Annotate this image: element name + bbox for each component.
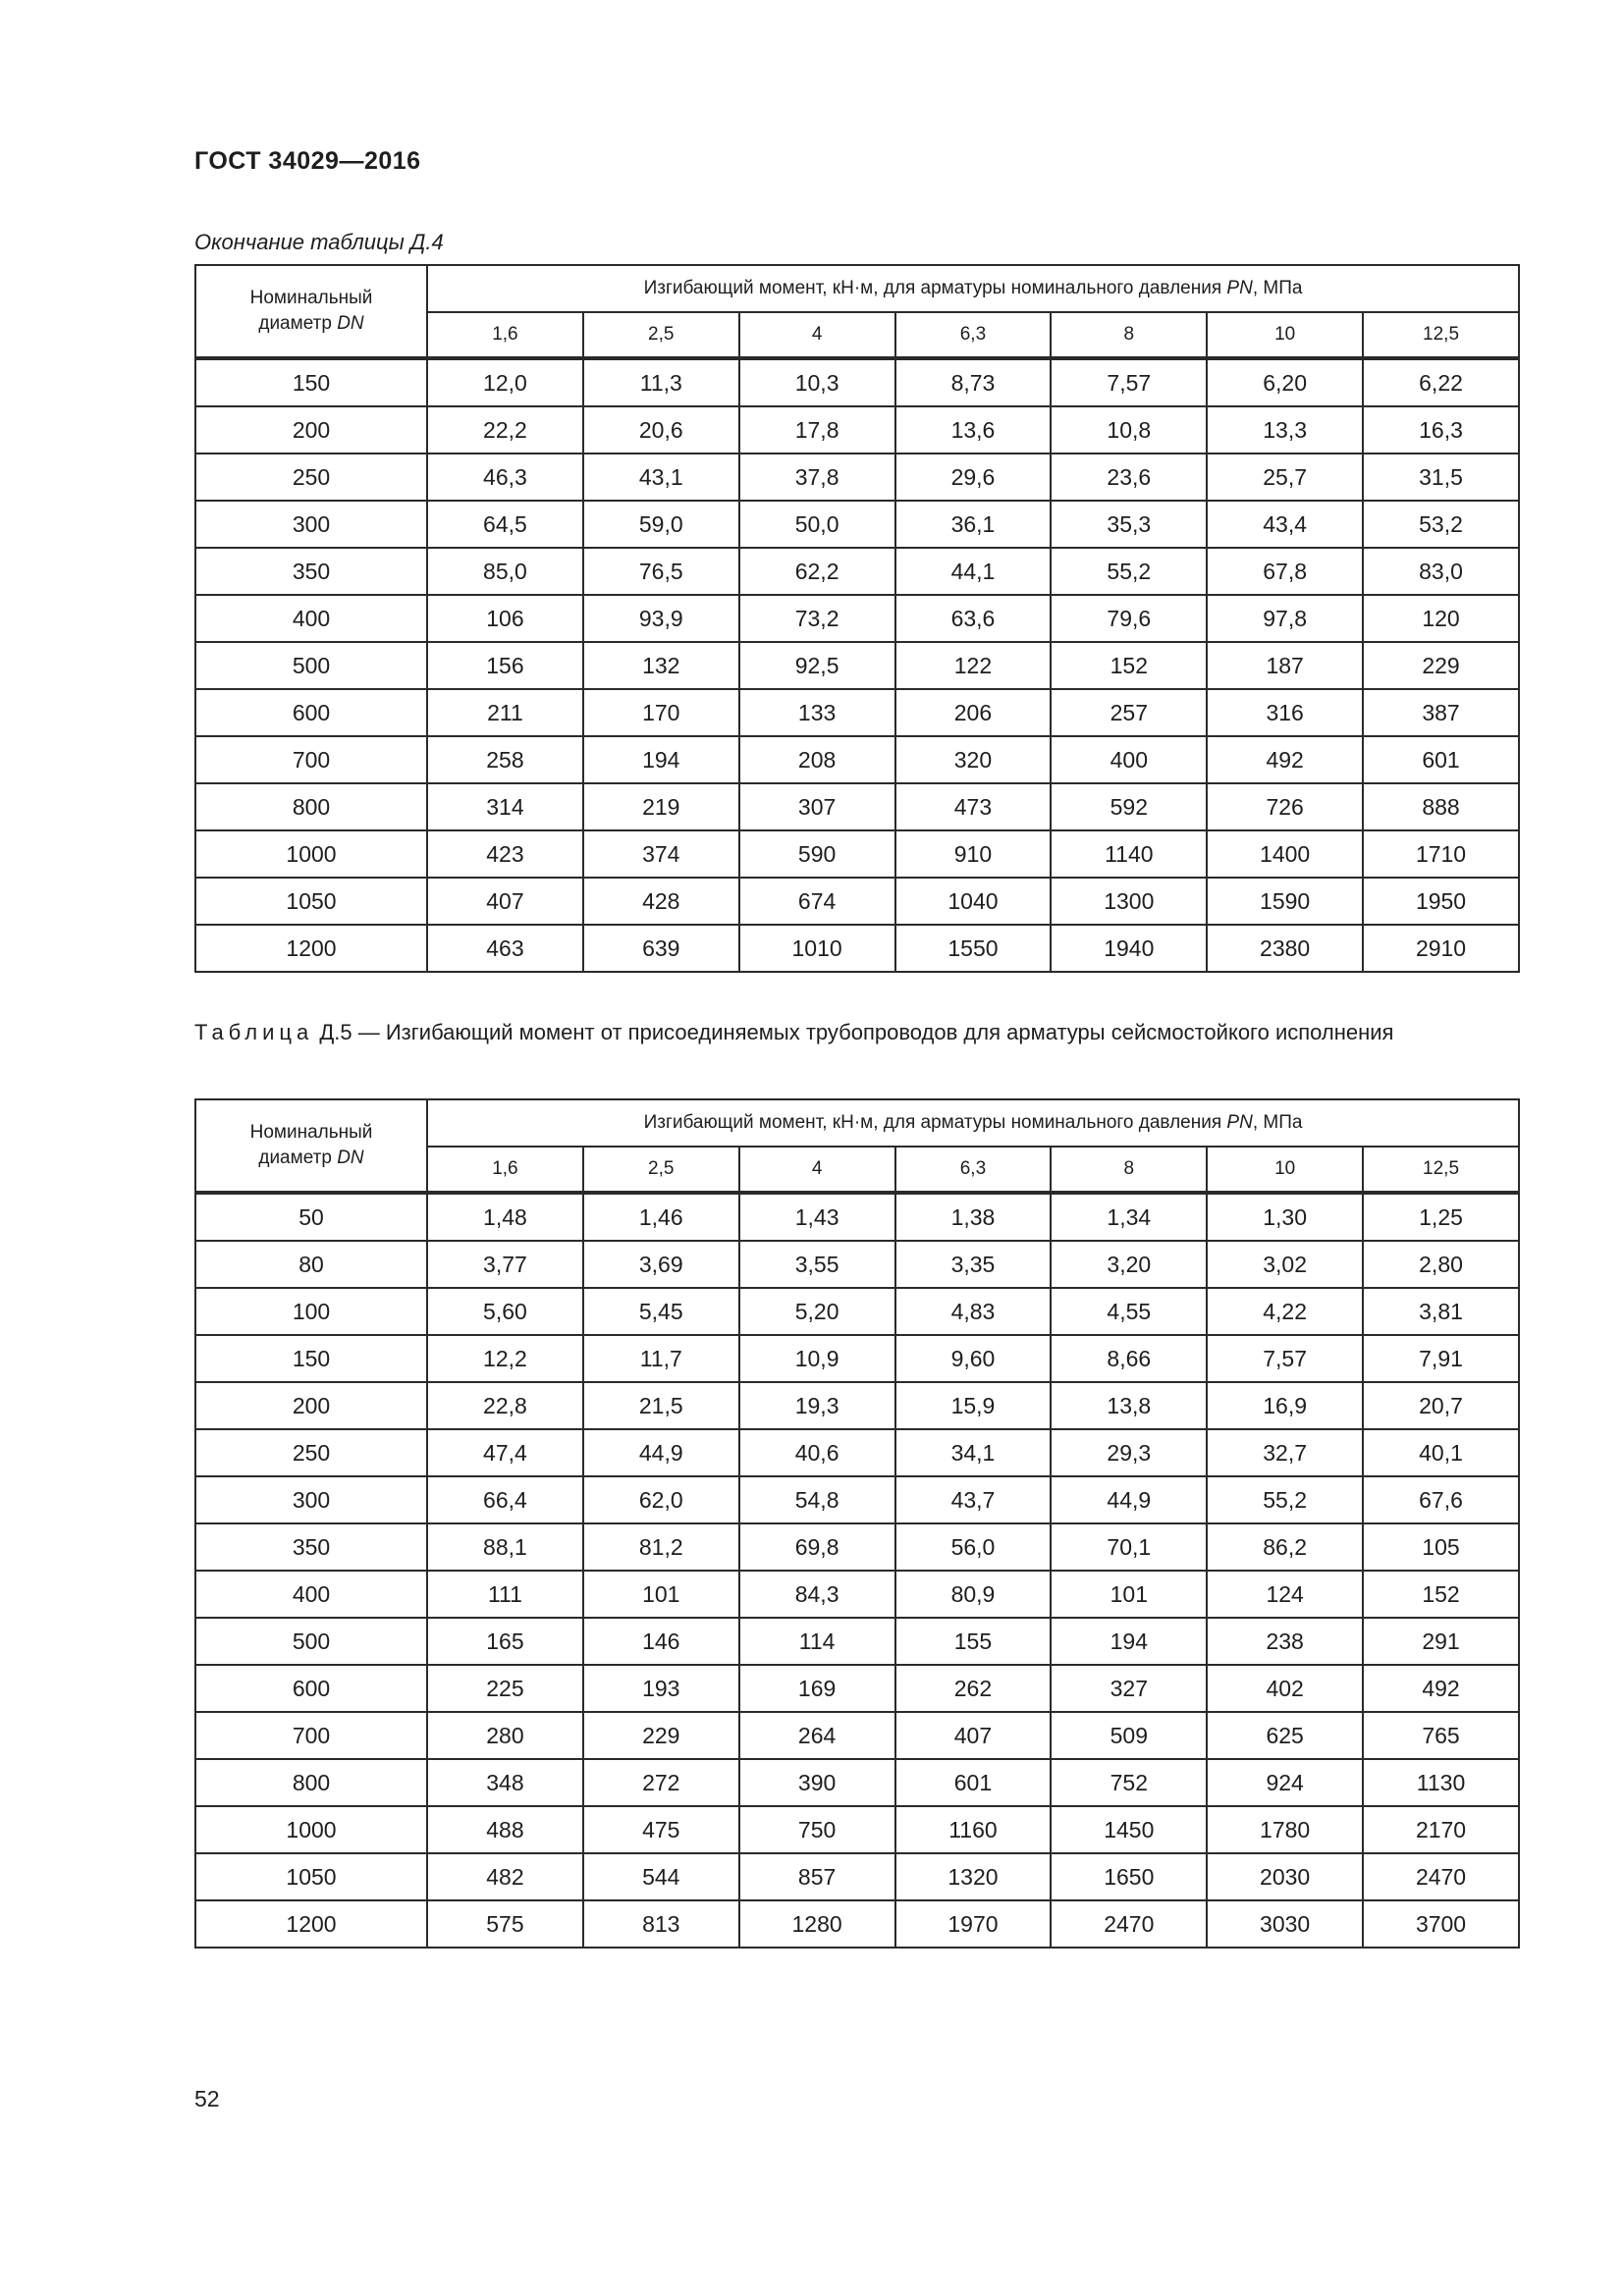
value-cell: 19,3 [739,1382,895,1429]
table-row [195,830,1519,878]
value-cell: 1,38 [895,1193,1052,1241]
value-cell: 1,25 [1363,1193,1519,1241]
value-cell: 62,2 [739,548,895,595]
value-cell: 92,5 [739,642,895,689]
table-row [195,548,1519,595]
table-row [195,642,1519,689]
value-cell: 2380 [1207,925,1363,972]
value-cell: 592 [1051,783,1207,830]
corner-header-line1: Номинальный [249,1122,373,1143]
value-cell: 750 [739,1806,895,1853]
group-header-text: Изгибающий момент, кН·м, для арматуры номинального давления [643,1112,1227,1133]
value-cell: 59,0 [583,501,739,548]
value-cell: 40,6 [739,1429,895,1476]
value-cell: 120 [1363,595,1519,642]
value-cell: 208 [739,736,895,783]
value-cell: 73,2 [739,595,895,642]
value-cell: 1040 [895,878,1052,925]
value-cell: 1940 [1051,925,1207,972]
group-header [427,265,1519,312]
value-cell: 56,0 [895,1523,1052,1571]
dn-cell: 500 [195,1618,427,1665]
value-cell: 257 [1051,689,1207,736]
value-cell: 575 [427,1900,583,1948]
value-cell: 16,3 [1363,406,1519,454]
value-cell: 2470 [1363,1853,1519,1900]
value-cell: 194 [583,736,739,783]
group-header [427,1099,1519,1147]
pn-header-cell: 12,5 [1363,1147,1519,1193]
dn-cell: 150 [195,1335,427,1382]
dn-cell: 250 [195,454,427,501]
value-cell: 13,6 [895,406,1052,454]
value-cell: 1590 [1207,878,1363,925]
value-cell: 111 [427,1571,583,1618]
value-cell: 6,22 [1363,358,1519,406]
value-cell: 1280 [739,1900,895,1948]
value-cell: 229 [1363,642,1519,689]
dn-cell: 700 [195,1712,427,1759]
pn-header-cell: 1,6 [427,1147,583,1193]
value-cell: 10,8 [1051,406,1207,454]
value-cell: 7,57 [1051,358,1207,406]
value-cell: 86,2 [1207,1523,1363,1571]
value-cell: 1,46 [583,1193,739,1241]
value-cell: 12,0 [427,358,583,406]
page-number: 52 [194,2086,220,2111]
table-row [195,1335,1519,1382]
value-cell: 44,9 [1051,1476,1207,1523]
value-cell: 5,20 [739,1288,895,1335]
document-code: ГОСТ 34029—2016 [194,147,421,175]
value-cell: 590 [739,830,895,878]
value-cell: 8,66 [1051,1335,1207,1382]
value-cell: 62,0 [583,1476,739,1523]
value-cell: 407 [427,878,583,925]
value-cell: 83,0 [1363,548,1519,595]
value-cell: 3,81 [1363,1288,1519,1335]
value-cell: 1400 [1207,830,1363,878]
value-cell: 316 [1207,689,1363,736]
value-cell: 314 [427,783,583,830]
value-cell: 11,7 [583,1335,739,1382]
table-row [195,1571,1519,1618]
value-cell: 813 [583,1900,739,1948]
pn-header-cell: 6,3 [895,1147,1052,1193]
dn-cell: 1000 [195,830,427,878]
value-cell: 47,4 [427,1429,583,1476]
value-cell: 55,2 [1051,548,1207,595]
table-row [195,925,1519,972]
value-cell: 910 [895,830,1052,878]
value-cell: 155 [895,1618,1052,1665]
value-cell: 924 [1207,1759,1363,1806]
value-cell: 423 [427,830,583,878]
value-cell: 29,3 [1051,1429,1207,1476]
value-cell: 1550 [895,925,1052,972]
value-cell: 34,1 [895,1429,1052,1476]
value-cell: 387 [1363,689,1519,736]
value-cell: 4,22 [1207,1288,1363,1335]
value-cell: 752 [1051,1759,1207,1806]
table-row [195,1476,1519,1523]
table-row [195,358,1519,406]
table-row [195,1429,1519,1476]
value-cell: 258 [427,736,583,783]
value-cell: 544 [583,1853,739,1900]
group-header-text: Изгибающий момент, кН·м, для арматуры номинального давления [643,278,1227,298]
value-cell: 428 [583,878,739,925]
table-d5-caption [194,1019,1520,1046]
value-cell: 390 [739,1759,895,1806]
corner-header-dn: DN [337,313,364,334]
value-cell: 219 [583,783,739,830]
dn-cell: 1050 [195,1853,427,1900]
value-cell: 193 [583,1665,739,1712]
value-cell: 133 [739,689,895,736]
table-row [195,1523,1519,1571]
value-cell: 32,7 [1207,1429,1363,1476]
table-row [195,454,1519,501]
value-cell: 79,6 [1051,595,1207,642]
value-cell: 488 [427,1806,583,1853]
value-cell: 64,5 [427,501,583,548]
group-header-pn: PN [1226,1112,1253,1133]
pn-header-cell: 6,3 [895,312,1052,358]
value-cell: 2170 [1363,1806,1519,1853]
dn-cell: 1000 [195,1806,427,1853]
value-cell: 156 [427,642,583,689]
value-cell: 20,6 [583,406,739,454]
value-cell: 1970 [895,1900,1052,1948]
value-cell: 46,3 [427,454,583,501]
value-cell: 50,0 [739,501,895,548]
value-cell: 44,1 [895,548,1052,595]
value-cell: 492 [1363,1665,1519,1712]
value-cell: 10,9 [739,1335,895,1382]
value-cell: 3,02 [1207,1241,1363,1288]
value-cell: 7,57 [1207,1335,1363,1382]
dn-cell: 350 [195,1523,427,1571]
value-cell: 475 [583,1806,739,1853]
value-cell: 1,48 [427,1193,583,1241]
value-cell: 407 [895,1712,1052,1759]
value-cell: 122 [895,642,1052,689]
table-row [195,783,1519,830]
value-cell: 229 [583,1712,739,1759]
value-cell: 1780 [1207,1806,1363,1853]
table-row [195,1288,1519,1335]
value-cell: 63,6 [895,595,1052,642]
value-cell: 101 [1051,1571,1207,1618]
table-row [195,689,1519,736]
value-cell: 1320 [895,1853,1052,1900]
value-cell: 10,3 [739,358,895,406]
value-cell: 8,73 [895,358,1052,406]
pn-header-cell: 10 [1207,312,1363,358]
value-cell: 272 [583,1759,739,1806]
value-cell: 7,91 [1363,1335,1519,1382]
table-d4 [194,264,1520,973]
value-cell: 132 [583,642,739,689]
value-cell: 509 [1051,1712,1207,1759]
dn-cell: 200 [195,406,427,454]
table-row [195,1759,1519,1806]
value-cell: 105 [1363,1523,1519,1571]
value-cell: 194 [1051,1618,1207,1665]
value-cell: 2470 [1051,1900,1207,1948]
table-row [195,878,1519,925]
dn-cell: 50 [195,1193,427,1241]
dn-cell: 800 [195,1759,427,1806]
value-cell: 1,34 [1051,1193,1207,1241]
value-cell: 492 [1207,736,1363,783]
group-header-pn: PN [1226,278,1253,298]
value-cell: 93,9 [583,595,739,642]
value-cell: 9,60 [895,1335,1052,1382]
value-cell: 2030 [1207,1853,1363,1900]
dn-cell: 200 [195,1382,427,1429]
value-cell: 463 [427,925,583,972]
table-row [195,1900,1519,1948]
value-cell: 70,1 [1051,1523,1207,1571]
value-cell: 25,7 [1207,454,1363,501]
value-cell: 1710 [1363,830,1519,878]
value-cell: 23,6 [1051,454,1207,501]
value-cell: 152 [1051,642,1207,689]
table-row [195,501,1519,548]
value-cell: 21,5 [583,1382,739,1429]
value-cell: 53,2 [1363,501,1519,548]
value-cell: 76,5 [583,548,739,595]
value-cell: 639 [583,925,739,972]
value-cell: 4,83 [895,1288,1052,1335]
value-cell: 291 [1363,1618,1519,1665]
table-d5-caption-text: Д.5 — Изгибающий момент от присоединяемых трубопроводов для арматуры сейсмостойкого исполнения [313,1020,1394,1044]
corner-header-line2: диаметр [258,1148,338,1168]
value-cell: 3,55 [739,1241,895,1288]
value-cell: 3,35 [895,1241,1052,1288]
pn-header-cell: 4 [739,312,895,358]
value-cell: 726 [1207,783,1363,830]
value-cell: 857 [739,1853,895,1900]
table-row [195,1382,1519,1429]
value-cell: 307 [739,783,895,830]
table-row [195,595,1519,642]
value-cell: 97,8 [1207,595,1363,642]
value-cell: 211 [427,689,583,736]
value-cell: 888 [1363,783,1519,830]
value-cell: 1,30 [1207,1193,1363,1241]
value-cell: 43,7 [895,1476,1052,1523]
table-row [195,406,1519,454]
value-cell: 3,77 [427,1241,583,1288]
value-cell: 36,1 [895,501,1052,548]
table-d5 [194,1098,1520,1949]
corner-header-line2: диаметр [258,313,338,334]
value-cell: 206 [895,689,1052,736]
value-cell: 1160 [895,1806,1052,1853]
value-cell: 1450 [1051,1806,1207,1853]
dn-cell: 500 [195,642,427,689]
value-cell: 1010 [739,925,895,972]
dn-cell: 400 [195,595,427,642]
value-cell: 601 [1363,736,1519,783]
group-header-unit: , МПа [1252,1112,1303,1133]
pn-header-cell: 8 [1051,312,1207,358]
value-cell: 2910 [1363,925,1519,972]
corner-header [195,1099,427,1193]
value-cell: 44,9 [583,1429,739,1476]
table-row [195,1853,1519,1900]
value-cell: 55,2 [1207,1476,1363,1523]
dn-cell: 1200 [195,1900,427,1948]
value-cell: 146 [583,1618,739,1665]
value-cell: 101 [583,1571,739,1618]
value-cell: 2,80 [1363,1241,1519,1288]
value-cell: 54,8 [739,1476,895,1523]
value-cell: 320 [895,736,1052,783]
table-row [195,1193,1519,1241]
value-cell: 3,69 [583,1241,739,1288]
value-cell: 13,8 [1051,1382,1207,1429]
value-cell: 67,8 [1207,548,1363,595]
value-cell: 69,8 [739,1523,895,1571]
table-d4-continuation-caption: Окончание таблицы Д.4 [194,230,444,254]
dn-cell: 80 [195,1241,427,1288]
value-cell: 765 [1363,1712,1519,1759]
pn-header-cell: 12,5 [1363,312,1519,358]
value-cell: 29,6 [895,454,1052,501]
table-row [195,1712,1519,1759]
value-cell: 1,43 [739,1193,895,1241]
dn-cell: 700 [195,736,427,783]
value-cell: 165 [427,1618,583,1665]
dn-cell: 600 [195,1665,427,1712]
value-cell: 6,20 [1207,358,1363,406]
value-cell: 114 [739,1618,895,1665]
value-cell: 327 [1051,1665,1207,1712]
value-cell: 88,1 [427,1523,583,1571]
value-cell: 81,2 [583,1523,739,1571]
value-cell: 625 [1207,1712,1363,1759]
value-cell: 43,1 [583,454,739,501]
value-cell: 4,55 [1051,1288,1207,1335]
value-cell: 3,20 [1051,1241,1207,1288]
value-cell: 5,60 [427,1288,583,1335]
value-cell: 80,9 [895,1571,1052,1618]
table-row [195,736,1519,783]
group-header-unit: , МПа [1252,278,1303,298]
dn-cell: 300 [195,501,427,548]
value-cell: 20,7 [1363,1382,1519,1429]
pn-header-cell: 1,6 [427,312,583,358]
pn-header-cell: 8 [1051,1147,1207,1193]
value-cell: 1300 [1051,878,1207,925]
value-cell: 3700 [1363,1900,1519,1948]
dn-cell: 1200 [195,925,427,972]
value-cell: 106 [427,595,583,642]
value-cell: 1130 [1363,1759,1519,1806]
value-cell: 170 [583,689,739,736]
value-cell: 473 [895,783,1052,830]
value-cell: 169 [739,1665,895,1712]
value-cell: 16,9 [1207,1382,1363,1429]
dn-cell: 100 [195,1288,427,1335]
value-cell: 40,1 [1363,1429,1519,1476]
value-cell: 66,4 [427,1476,583,1523]
value-cell: 482 [427,1853,583,1900]
value-cell: 37,8 [739,454,895,501]
value-cell: 85,0 [427,548,583,595]
value-cell: 124 [1207,1571,1363,1618]
pn-header-cell: 10 [1207,1147,1363,1193]
value-cell: 264 [739,1712,895,1759]
value-cell: 84,3 [739,1571,895,1618]
table-d5-caption-label: Таблица [194,1020,314,1044]
pn-header-cell: 4 [739,1147,895,1193]
dn-cell: 350 [195,548,427,595]
corner-header-dn: DN [337,1148,364,1168]
dn-cell: 300 [195,1476,427,1523]
value-cell: 1650 [1051,1853,1207,1900]
dn-cell: 800 [195,783,427,830]
value-cell: 280 [427,1712,583,1759]
value-cell: 374 [583,830,739,878]
value-cell: 35,3 [1051,501,1207,548]
table-row [195,1806,1519,1853]
corner-header [195,265,427,358]
table-row [195,1665,1519,1712]
value-cell: 13,3 [1207,406,1363,454]
value-cell: 15,9 [895,1382,1052,1429]
dn-cell: 400 [195,1571,427,1618]
value-cell: 348 [427,1759,583,1806]
value-cell: 262 [895,1665,1052,1712]
value-cell: 238 [1207,1618,1363,1665]
value-cell: 67,6 [1363,1476,1519,1523]
pn-header-cell: 2,5 [583,312,739,358]
table-row [195,1618,1519,1665]
value-cell: 400 [1051,736,1207,783]
value-cell: 3030 [1207,1900,1363,1948]
dn-cell: 1050 [195,878,427,925]
value-cell: 31,5 [1363,454,1519,501]
value-cell: 402 [1207,1665,1363,1712]
value-cell: 225 [427,1665,583,1712]
value-cell: 22,8 [427,1382,583,1429]
value-cell: 674 [739,878,895,925]
dn-cell: 600 [195,689,427,736]
value-cell: 17,8 [739,406,895,454]
value-cell: 1950 [1363,878,1519,925]
dn-cell: 150 [195,358,427,406]
value-cell: 43,4 [1207,501,1363,548]
value-cell: 152 [1363,1571,1519,1618]
value-cell: 5,45 [583,1288,739,1335]
value-cell: 22,2 [427,406,583,454]
value-cell: 12,2 [427,1335,583,1382]
value-cell: 187 [1207,642,1363,689]
value-cell: 11,3 [583,358,739,406]
table-row [195,1241,1519,1288]
pn-header-cell: 2,5 [583,1147,739,1193]
dn-cell: 250 [195,1429,427,1476]
value-cell: 601 [895,1759,1052,1806]
corner-header-line1: Номинальный [249,288,373,308]
value-cell: 1140 [1051,830,1207,878]
